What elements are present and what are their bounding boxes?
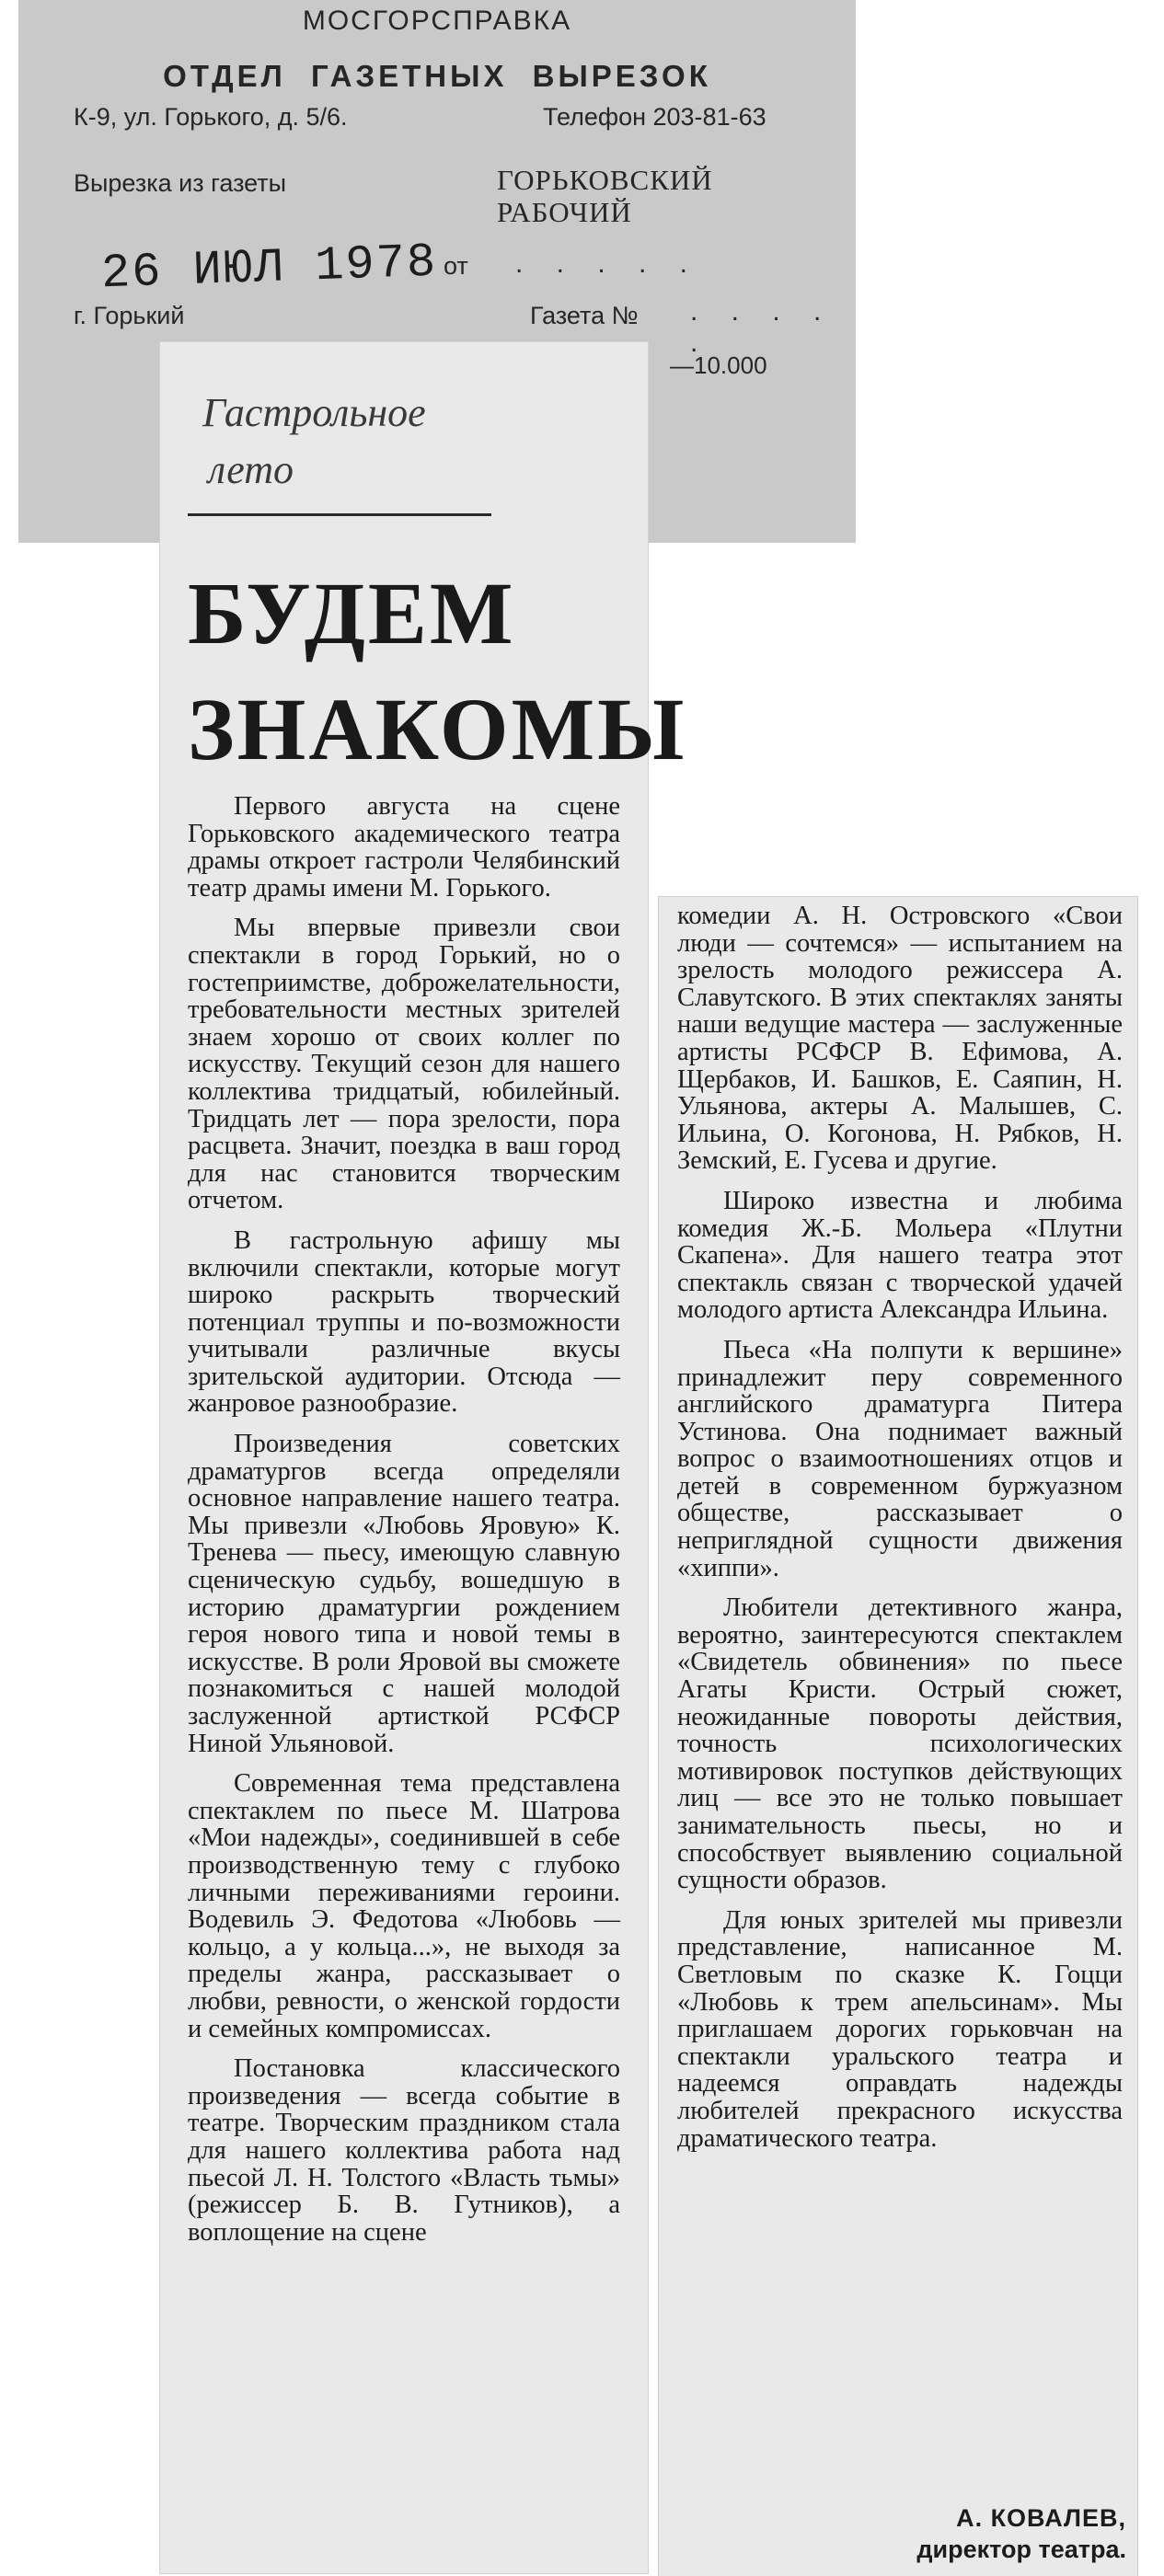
paragraph: Для юных зрителей мы привезли представление, написанное М. Светловым по сказке К. Гоцци «Любовь к трем апельсинам». Мы приглашаем дорогих горьковчан на спектакли уральского театра и надеемся оправдать надежды любителей прекрасного искусства драматического театра. [677, 1905, 1123, 2153]
headline-line2: ЗНАКОМЫ [188, 680, 687, 778]
paragraph: Пьеса «На полпути к вершине» принадлежит перу современного английского драматурга Питера Устинова. Она поднимает важный вопрос о взаимоотношениях отцов и детей в современном буржуазном обществе, рассказывает о неприглядной сущности движения «хиппи». [677, 1335, 1123, 1582]
print-run-mark: —10.000 [670, 351, 767, 379]
rubric-divider [188, 513, 491, 516]
from-dots: . . . . . [515, 248, 701, 279]
paragraph: Первого августа на сцене Горьковского академического театра драмы откроет гастроли Челябинский театр драмы имени М. Горького. [188, 792, 620, 903]
paragraph: комедии А. Н. Островского «Свои люди — сочтемся» — испытанием на зрелость молодого режиссера А. Славутского. В этих спектаклях заняты наши ведущие мастера — заслуженные артисты РСФСР В. Ефимова, А. Щербаков, И. Башков, Е. Саяпин, Н. Ульянова, актеры А. Малышев, С. Ильина, О. Когонова, Н. Рябков, Н. Земский, Е. Гусева и другие. [677, 902, 1123, 1176]
paragraph: Широко известна и любима комедия Ж.-Б. Мольера «Плутни Скапена». Для нашего театра этот спектакль связан с творческой удачей молодого артиста Александра Ильина. [677, 1186, 1123, 1325]
bureau-address: К-9, ул. Горького, д. 5/6. [74, 103, 348, 131]
department-title: ОТДЕЛ ГАЗЕТНЫХ ВЫРЕЗОК [163, 59, 711, 93]
left-body-text [188, 793, 620, 2259]
paragraph: Современная тема представлена спектаклем по пьесе М. Шатрова «Мои надежды», соединившей в себе производственную тему с глубоко личными переживаниями героини. Водевиль Э. Федотова «Любовь — кольцо, а у кольца...», не выходя за пределы жанра, рассказывает о любви, ревности, о женской гордости и семейных компромиссах. [188, 1769, 620, 2043]
cut-from-label: Вырезка из газеты [74, 169, 287, 197]
headline-line1: БУДЕМ [188, 564, 516, 662]
newspaper-name-line1: ГОРЬКОВСКИЙ [497, 164, 713, 196]
date-stamp: 26 ИЮЛ 1978 [100, 235, 439, 302]
gazeta-number-label: Газета № [530, 302, 639, 329]
right-body-text [677, 903, 1123, 2165]
from-label: от [444, 252, 468, 280]
paragraph: Произведения советских драматургов всегда определяли основное направление нашего театра. Мы привезли «Любовь Яровую» К. Тренева — пьесу, имеющую славную сценическую судьбу, вошедшую в историю драматургии рождением героя нового типа и новой темы в искусстве. В роли Яровой вы сможете познакомиться с нашей молодой заслуженной артисткой РСФСР Ниной Ульяновой. [188, 1430, 620, 1758]
author-role: директор театра. [916, 2536, 1126, 2563]
newspaper-name [497, 164, 713, 228]
article-headline [188, 556, 686, 788]
newspaper-name-line2: РАБОЧИЙ [497, 196, 632, 228]
paragraph: Мы впервые привезли свои спектакли в город Горький, но о гостеприимстве, доброжелательности, требовательности местных зрителей знаем хорошо от своих коллег по искусству. Текущий сезон для нашего коллектива тридцатый, юбилейный. Тридцать лет — пора зрелости, пора расцвета. Значит, поездка в ваш город для нас становится творческим отчетом. [188, 914, 620, 1215]
author-name: А. КОВАЛЕВ, [956, 2504, 1126, 2532]
gazeta-dots: . . . . . [690, 296, 835, 358]
clipping-left-column [160, 342, 687, 2573]
paragraph: В гастрольную афишу мы включили спектакли, которые могут широко раскрыть творческий потенциал труппы и по-возможности учитывали различные вкусы зрительской аудитории. Отсюда — жанровое разнообразие. [188, 1225, 620, 1419]
paragraph: Постановка классического произведения — всегда событие в театре. Творческим праздником стала для нашего коллектива работа над пьесой Л. Н. Толстого «Власть тьмы» (режиссер Б. В. Гутников), а воплощение на сцене [188, 2054, 620, 2247]
city-label: г. Горький [74, 302, 185, 329]
rubric-line2: лето [208, 447, 294, 492]
rubric-line1: Гастрольное [202, 390, 426, 435]
author-signature [916, 2502, 1126, 2565]
paragraph: Любители детективного жанра, вероятно, заинтересуются спектаклем «Свидетель обвинения» по пьесе Агаты Кристи. Острый сюжет, неожиданные повороты действия, точность психологических мотивировок поступков действующих лиц — все это не только повышает занимательность пьесы, но и способствует выявлению социальной сущности образов. [677, 1593, 1123, 1895]
bureau-phone: Телефон 203-81-63 [543, 103, 766, 131]
bureau-name: МОСГОРСПРАВКА [302, 6, 572, 36]
rubric [202, 385, 426, 499]
clipping-right-column [659, 897, 1137, 2576]
